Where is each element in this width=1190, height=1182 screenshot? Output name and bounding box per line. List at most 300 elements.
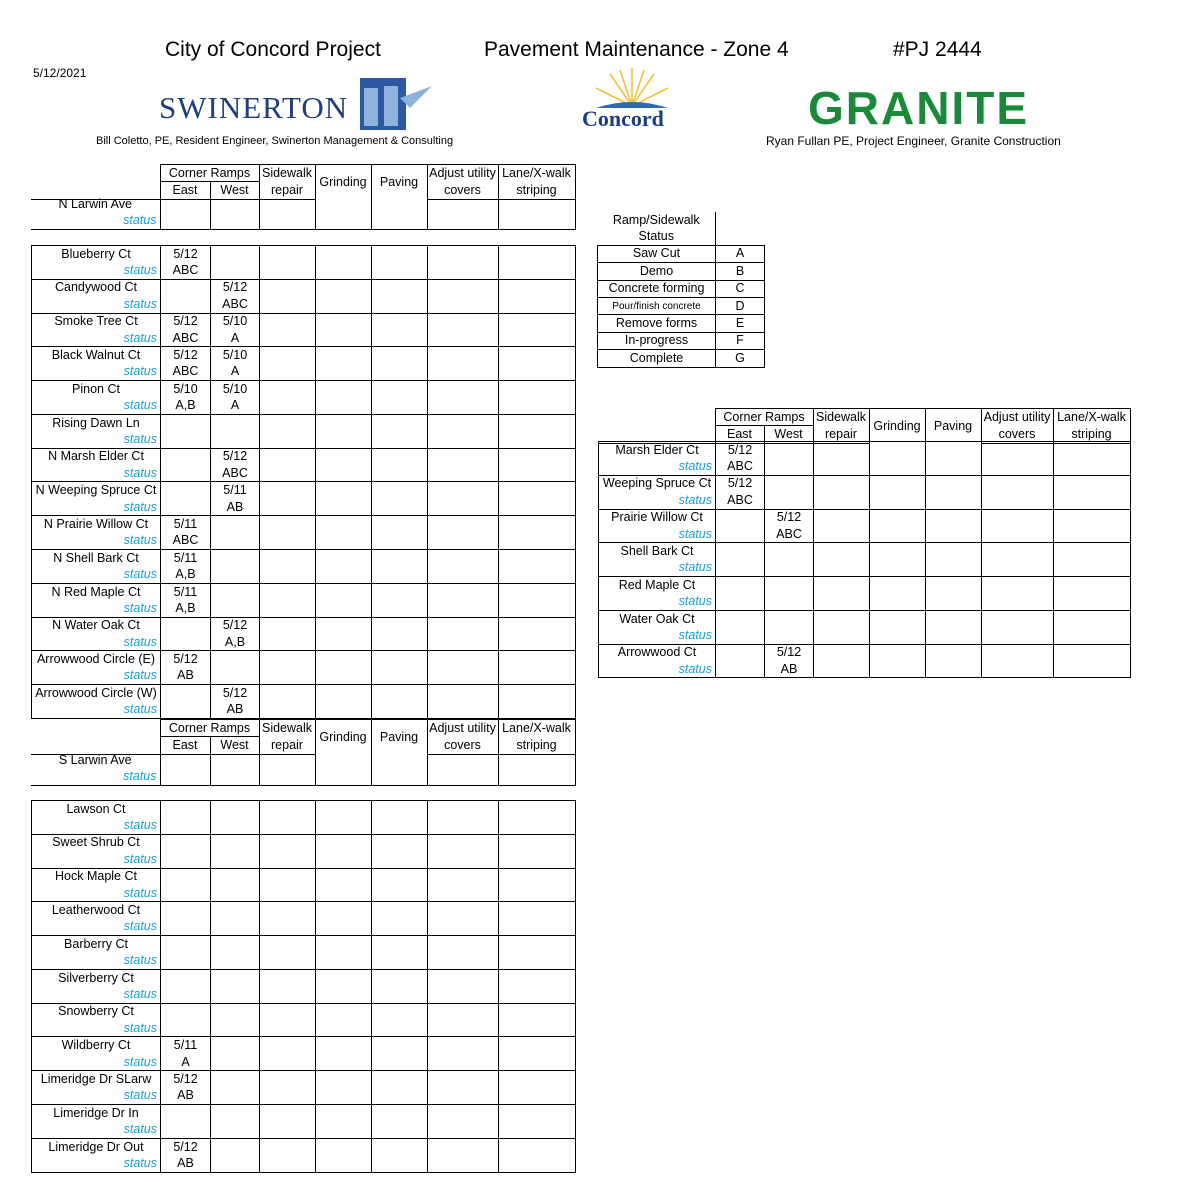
project-number: #PJ 2444	[893, 38, 982, 61]
west-date	[211, 834, 260, 851]
striping-header: striping	[498, 182, 575, 199]
legend-subtitle: Status	[598, 228, 716, 245]
east-status	[161, 499, 211, 516]
north-streets-body	[32, 246, 576, 719]
legend-row	[598, 297, 765, 314]
status-row	[32, 1054, 576, 1071]
east-status	[716, 627, 765, 644]
street-name: N Weeping Spruce Ct	[32, 482, 161, 499]
street-row	[32, 617, 576, 634]
east-date	[716, 644, 765, 661]
street-row	[599, 475, 1131, 492]
status-row	[32, 953, 576, 970]
east-date	[161, 448, 211, 465]
street-name: Candywood Ct	[32, 279, 161, 296]
west-date: 5/11	[211, 482, 260, 499]
legend-row	[598, 263, 765, 280]
status-row	[32, 431, 576, 448]
street-row	[32, 313, 576, 330]
street-row	[32, 550, 576, 567]
east-header: East	[160, 182, 210, 199]
status-label: status	[32, 330, 161, 347]
street-name: Marsh Elder Ct	[599, 442, 716, 459]
east-date	[161, 1105, 211, 1122]
legend-code: G	[716, 350, 765, 367]
west-status: A,B	[211, 634, 260, 651]
street-row	[32, 1071, 576, 1088]
status-row	[32, 1155, 576, 1172]
legend-row	[598, 280, 765, 297]
legend-items	[598, 245, 765, 367]
east-status: A,B	[161, 600, 211, 617]
east-date: 5/12	[161, 313, 211, 330]
west-date	[211, 1071, 260, 1088]
east-date: 5/12	[716, 442, 765, 459]
main-street-name: N Larwin Ave	[31, 196, 160, 212]
west-status	[211, 1054, 260, 1071]
east-status	[161, 851, 211, 868]
west-status	[211, 262, 260, 279]
status-row	[32, 533, 576, 550]
west-date	[211, 902, 260, 919]
east-status	[716, 526, 765, 543]
west-status	[765, 627, 814, 644]
status-label: status	[599, 627, 716, 644]
east-date	[161, 801, 211, 818]
status-row	[32, 986, 576, 1003]
status-label: status	[32, 398, 161, 415]
east-status	[161, 986, 211, 1003]
status-label: status	[32, 986, 161, 1003]
west-date: 5/12	[765, 644, 814, 661]
street-name: Lawson Ct	[32, 801, 161, 818]
status-label: status	[32, 668, 161, 685]
status-label: status	[32, 851, 161, 868]
status-label: status	[32, 533, 161, 550]
project-title: City of Concord Project	[165, 38, 381, 61]
west-date	[211, 868, 260, 885]
status-label: status	[31, 768, 160, 785]
street-name: Rising Dawn Ln	[32, 414, 161, 431]
granite-contact: Ryan Fullan PE, Project Engineer, Granite Construction	[766, 134, 1061, 148]
status-label: status	[32, 1054, 161, 1071]
status-row	[599, 594, 1131, 611]
street-name: Pinon Ct	[32, 381, 161, 398]
legend-row	[598, 315, 765, 332]
status-label: status	[32, 1020, 161, 1037]
legend-label: Complete	[598, 350, 716, 367]
status-row	[32, 398, 576, 415]
east-header: East	[160, 737, 210, 754]
west-date: 5/12	[765, 509, 814, 526]
status-label: status	[32, 566, 161, 583]
east-date	[161, 868, 211, 885]
status-row	[32, 566, 576, 583]
adjust-header: Adjust utility	[427, 165, 498, 182]
east-status	[161, 885, 211, 902]
west-date: 5/12	[211, 685, 260, 702]
covers-header: covers	[427, 182, 498, 199]
east-status	[161, 634, 211, 651]
west-date: 5/10	[211, 381, 260, 398]
legend-label: Concrete forming	[598, 280, 716, 297]
west-status	[211, 851, 260, 868]
street-name: Snowberry Ct	[32, 1003, 161, 1020]
west-status	[211, 817, 260, 834]
west-status: A	[211, 398, 260, 415]
street-name: Sweet Shrub Ct	[32, 834, 161, 851]
street-row	[32, 801, 576, 818]
corner-ramps-header: Corner Ramps	[160, 720, 259, 737]
status-row	[599, 492, 1131, 509]
south-main-table	[31, 752, 576, 786]
street-row	[32, 868, 576, 885]
zone-title: Pavement Maintenance - Zone 4	[484, 38, 789, 61]
west-status: ABC	[765, 526, 814, 543]
west-date	[211, 1037, 260, 1054]
street-row	[32, 936, 576, 953]
east-date	[161, 834, 211, 851]
street-row	[599, 509, 1131, 526]
lane-header: Lane/X-walk	[498, 165, 575, 182]
west-date	[211, 414, 260, 431]
adjust-header: Adjust utility	[981, 409, 1053, 426]
street-row	[32, 347, 576, 364]
swinerton-logo: SWINERTON	[159, 90, 349, 125]
east-date: 5/12	[161, 651, 211, 668]
status-row	[32, 668, 576, 685]
status-row	[32, 851, 576, 868]
status-label: status	[32, 1088, 161, 1105]
west-status	[211, 885, 260, 902]
west-status: ABC	[211, 465, 260, 482]
status-label: status	[32, 465, 161, 482]
west-status: A	[211, 364, 260, 381]
east-status	[161, 1121, 211, 1138]
main-street-name: S Larwin Ave	[31, 752, 160, 768]
east-status	[716, 560, 765, 577]
street-row	[32, 516, 576, 533]
street-row	[32, 1138, 576, 1155]
legend-row	[598, 245, 765, 262]
adjust-header: Adjust utility	[427, 720, 498, 737]
concord-sun-icon	[590, 66, 674, 110]
status-label: status	[32, 634, 161, 651]
right-streets-body	[599, 442, 1131, 678]
east-status: A	[161, 1054, 211, 1071]
west-date	[211, 246, 260, 263]
west-header: West	[210, 182, 259, 199]
street-row	[32, 381, 576, 398]
status-label: status	[32, 364, 161, 381]
status-label: status	[32, 600, 161, 617]
east-date	[161, 279, 211, 296]
south-streets-body	[32, 801, 576, 1173]
east-date: 5/11	[161, 583, 211, 600]
street-row	[32, 834, 576, 851]
west-date	[211, 550, 260, 567]
status-row	[32, 499, 576, 516]
status-row	[32, 817, 576, 834]
east-date	[161, 1003, 211, 1020]
legend-label: Saw Cut	[598, 245, 716, 262]
street-name: Leatherwood Ct	[32, 902, 161, 919]
street-name: Silverberry Ct	[32, 969, 161, 986]
east-date	[161, 902, 211, 919]
street-name: Weeping Spruce Ct	[599, 475, 716, 492]
east-status: AB	[161, 668, 211, 685]
status-label: status	[599, 594, 716, 611]
status-row	[599, 526, 1131, 543]
status-label: status	[32, 885, 161, 902]
street-name: Black Walnut Ct	[32, 347, 161, 364]
status-label: status	[599, 661, 716, 678]
street-name: Arrowwood Circle (E)	[32, 651, 161, 668]
street-name: N Water Oak Ct	[32, 617, 161, 634]
legend-code: A	[716, 245, 765, 262]
street-row	[32, 1105, 576, 1122]
sidewalk-header: Sidewalk	[259, 165, 315, 182]
street-row	[32, 1003, 576, 1020]
east-date: 5/11	[161, 550, 211, 567]
west-date	[765, 610, 814, 627]
street-name: Smoke Tree Ct	[32, 313, 161, 330]
street-row	[599, 543, 1131, 560]
street-row	[32, 279, 576, 296]
status-label: status	[31, 212, 160, 229]
east-status	[161, 919, 211, 936]
west-date	[211, 1003, 260, 1020]
street-name: Wildberry Ct	[32, 1037, 161, 1054]
status-row	[32, 634, 576, 651]
legend-code: C	[716, 280, 765, 297]
street-name: Arrowwood Ct	[599, 644, 716, 661]
legend-row	[598, 332, 765, 349]
east-status: ABC	[161, 262, 211, 279]
status-label: status	[599, 492, 716, 509]
granite-logo: GRANITE	[808, 82, 1029, 134]
street-name: N Prairie Willow Ct	[32, 516, 161, 533]
west-date	[765, 577, 814, 594]
east-date	[161, 617, 211, 634]
west-status: A	[211, 330, 260, 347]
right-column-header	[598, 408, 1131, 444]
report-date: 5/12/2021	[33, 66, 87, 80]
west-status	[211, 953, 260, 970]
west-header: West	[764, 426, 813, 443]
corner-ramps-header: Corner Ramps	[160, 165, 259, 182]
status-label: status	[32, 953, 161, 970]
south-column-header	[31, 719, 576, 755]
west-status	[765, 560, 814, 577]
west-status	[211, 1020, 260, 1037]
street-row	[599, 610, 1131, 627]
east-status	[161, 953, 211, 970]
status-row	[32, 885, 576, 902]
west-status	[211, 1088, 260, 1105]
street-name: Water Oak Ct	[599, 610, 716, 627]
east-status: ABC	[161, 364, 211, 381]
west-status	[211, 533, 260, 550]
west-status: ABC	[211, 296, 260, 313]
east-date: 5/12	[161, 347, 211, 364]
west-date	[765, 543, 814, 560]
street-name: N Shell Bark Ct	[32, 550, 161, 567]
east-date	[716, 509, 765, 526]
street-name: N Red Maple Ct	[32, 583, 161, 600]
east-date: 5/10	[161, 381, 211, 398]
status-row	[32, 1121, 576, 1138]
status-label: status	[599, 458, 716, 475]
status-row	[32, 296, 576, 313]
legend-code: E	[716, 315, 765, 332]
west-date: 5/10	[211, 347, 260, 364]
grinding-header: Grinding	[869, 409, 925, 444]
east-status: AB	[161, 1155, 211, 1172]
status-label: status	[32, 499, 161, 516]
west-date	[211, 651, 260, 668]
repair-header: repair	[813, 426, 869, 443]
west-status	[765, 458, 814, 475]
west-status	[211, 431, 260, 448]
street-row	[32, 969, 576, 986]
east-date: 5/11	[161, 516, 211, 533]
concord-logo: Concord	[582, 106, 664, 131]
covers-header: covers	[981, 426, 1053, 443]
lane-header: Lane/X-walk	[1053, 409, 1130, 426]
repair-header: repair	[259, 182, 315, 199]
status-row	[32, 330, 576, 347]
street-name: Shell Bark Ct	[599, 543, 716, 560]
street-name: Red Maple Ct	[599, 577, 716, 594]
legend-title: Ramp/Sidewalk	[598, 212, 716, 228]
west-status	[211, 1121, 260, 1138]
status-row	[32, 364, 576, 381]
east-date	[716, 543, 765, 560]
west-status	[211, 668, 260, 685]
street-name: Barberry Ct	[32, 936, 161, 953]
status-row	[599, 627, 1131, 644]
status-label: status	[599, 526, 716, 543]
covers-header: covers	[427, 737, 498, 754]
east-status: ABC	[161, 533, 211, 550]
street-row	[32, 246, 576, 263]
street-row	[32, 902, 576, 919]
street-row	[599, 577, 1131, 594]
east-status	[161, 702, 211, 719]
east-date	[161, 685, 211, 702]
repair-header: repair	[259, 737, 315, 754]
legend-label: Demo	[598, 263, 716, 280]
east-header: East	[715, 426, 764, 443]
east-date: 5/12	[161, 1138, 211, 1155]
swinerton-contact: Bill Coletto, PE, Resident Engineer, Swinerton Management & Consulting	[96, 135, 454, 147]
street-row	[32, 1037, 576, 1054]
lane-header: Lane/X-walk	[498, 720, 575, 737]
corner-ramps-header: Corner Ramps	[715, 409, 813, 426]
status-label: status	[32, 296, 161, 313]
east-date	[716, 577, 765, 594]
grinding-header: Grinding	[315, 720, 371, 755]
sidewalk-header: Sidewalk	[813, 409, 869, 426]
street-name: Hock Maple Ct	[32, 868, 161, 885]
street-name: Arrowwood Circle (W)	[32, 685, 161, 702]
street-name: Limeridge Dr Out	[32, 1138, 161, 1155]
status-label: status	[32, 817, 161, 834]
paving-header: Paving	[371, 165, 427, 200]
east-date: 5/12	[716, 475, 765, 492]
north-main-table	[31, 196, 576, 230]
west-date	[211, 516, 260, 533]
east-status	[161, 1020, 211, 1037]
east-date	[161, 936, 211, 953]
street-row	[599, 644, 1131, 661]
street-name: Prairie Willow Ct	[599, 509, 716, 526]
street-row	[32, 583, 576, 600]
status-row	[32, 262, 576, 279]
swinerton-emblem-icon	[360, 78, 432, 130]
west-status: AB	[211, 702, 260, 719]
west-date	[211, 969, 260, 986]
status-label: status	[32, 431, 161, 448]
west-date	[765, 475, 814, 492]
east-date	[161, 482, 211, 499]
west-status: AB	[211, 499, 260, 516]
west-date	[211, 801, 260, 818]
north-column-header	[31, 164, 576, 200]
status-label: status	[32, 1121, 161, 1138]
west-status	[211, 600, 260, 617]
legend-code: F	[716, 332, 765, 349]
east-date: 5/12	[161, 1071, 211, 1088]
status-row	[32, 702, 576, 719]
east-date	[161, 969, 211, 986]
status-label: status	[32, 919, 161, 936]
west-date: 5/12	[211, 617, 260, 634]
status-row	[599, 661, 1131, 678]
striping-header: striping	[498, 737, 575, 754]
status-label: status	[599, 560, 716, 577]
east-status: A,B	[161, 398, 211, 415]
east-status: ABC	[716, 492, 765, 509]
east-date: 5/12	[161, 246, 211, 263]
west-status	[211, 566, 260, 583]
street-row	[32, 651, 576, 668]
legend-label: In-progress	[598, 332, 716, 349]
south-streets-table	[31, 800, 576, 1173]
west-date	[211, 936, 260, 953]
legend-code: B	[716, 263, 765, 280]
east-status	[161, 296, 211, 313]
status-label: status	[32, 1155, 161, 1172]
west-date	[211, 1138, 260, 1155]
status-row	[599, 458, 1131, 475]
west-status	[211, 919, 260, 936]
status-legend	[597, 212, 765, 368]
west-date	[211, 583, 260, 600]
west-header: West	[210, 737, 259, 754]
west-status	[211, 1155, 260, 1172]
west-status: AB	[765, 661, 814, 678]
legend-code: D	[716, 297, 765, 314]
status-row	[32, 465, 576, 482]
north-streets-table	[31, 245, 576, 719]
legend-row	[598, 350, 765, 367]
sidewalk-header: Sidewalk	[259, 720, 315, 737]
west-date	[211, 1105, 260, 1122]
east-status	[716, 594, 765, 611]
legend-label: Pour/finish concrete	[598, 297, 716, 314]
